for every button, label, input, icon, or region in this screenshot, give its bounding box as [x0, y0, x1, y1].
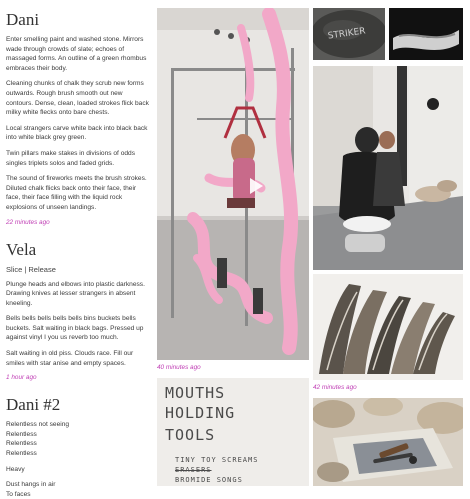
- post-paragraph: The sound of fireworks meets the brush strokes. Diluted chalk flicks back onto their face, their face, their face filling with the liquid rock explosions of unseen landings.: [6, 175, 147, 211]
- post-title: Vela: [6, 239, 37, 259]
- note-small-line: BROMIDE SONGS: [175, 476, 243, 484]
- post-paragraph: Enter smelling paint and washed stone. Mirrors wade through crowds of slate; echoes of massaged forms. An outline of a green rhombus embraces their body.: [6, 36, 147, 72]
- stone-photo[interactable]: [313, 8, 385, 60]
- tools-image: [313, 398, 463, 486]
- stone-lettering: STRIKER: [327, 26, 367, 42]
- note-line: MOUTHS: [165, 384, 226, 402]
- text-column: [6, 10, 150, 499]
- post-paragraph: Local strangers carve white back into black back into white black grey green.: [6, 124, 148, 142]
- rock-image: [313, 274, 463, 380]
- note-line: HOLDING: [165, 404, 236, 422]
- post-timestamp-link[interactable]: 1 hour ago: [6, 374, 37, 382]
- post-line: Relentless: [6, 430, 37, 438]
- rock-photo[interactable]: [313, 274, 463, 380]
- video-thumbnail[interactable]: [157, 8, 309, 360]
- note-small-line: TINY TOY SCREAMS: [175, 456, 259, 464]
- texture-image: [389, 8, 463, 60]
- note-small-line: ERASERS: [175, 466, 212, 474]
- gallery-scene: [157, 8, 309, 360]
- workshop-image: [313, 66, 463, 270]
- post-title: Dani #2: [6, 395, 61, 415]
- post-timestamp-link[interactable]: 22 minutes ago: [6, 218, 50, 226]
- play-icon[interactable]: [250, 178, 263, 194]
- workshop-photo[interactable]: [313, 66, 463, 270]
- post-paragraph: Bells bells bells bells bells bins buckets bells buckets. Salt waiting in black bags. Pressed up against vinyl I you us reverb too much.: [6, 315, 144, 342]
- tools-photo[interactable]: [313, 398, 463, 486]
- post-paragraph: Salt waiting in old piss. Clouds race. Fill our smiles with star anise and empty spaces.: [6, 350, 134, 367]
- post-subtitle: Slice | Release: [6, 264, 56, 274]
- video-timestamp-link[interactable]: 40 minutes ago: [157, 364, 201, 371]
- post-line: To faces: [6, 490, 31, 498]
- texture-photo[interactable]: [389, 8, 463, 60]
- post-paragraph: Plunge heads and elbows into plastic darkness. Drawing knives at lesser strangers in absent kneeling.: [6, 280, 145, 307]
- post-line: Relentless: [6, 450, 37, 458]
- post-line: Dust hangs in air: [6, 481, 56, 489]
- post-paragraph: Twin pillars make stakes in divisions of odds singles triplets solos and faded grids.: [6, 149, 135, 167]
- note-photo[interactable]: [157, 378, 309, 486]
- post-line: Heavy: [6, 465, 25, 473]
- rock-timestamp-link[interactable]: 42 minutes ago: [313, 384, 357, 391]
- post-paragraph: Cleaning chunks of chalk they scrub new forms outwards. Rough brush smooth out new contours. Dense, clean, loaded strokes flick back milky white flecks onto bare chests.: [6, 80, 149, 117]
- post-line: Relentless: [6, 440, 37, 448]
- post-title: Dani: [6, 10, 40, 29]
- post-line: Relentless not seeing: [6, 421, 70, 429]
- stone-image: [313, 8, 385, 60]
- note-line: TOOLS: [165, 426, 216, 444]
